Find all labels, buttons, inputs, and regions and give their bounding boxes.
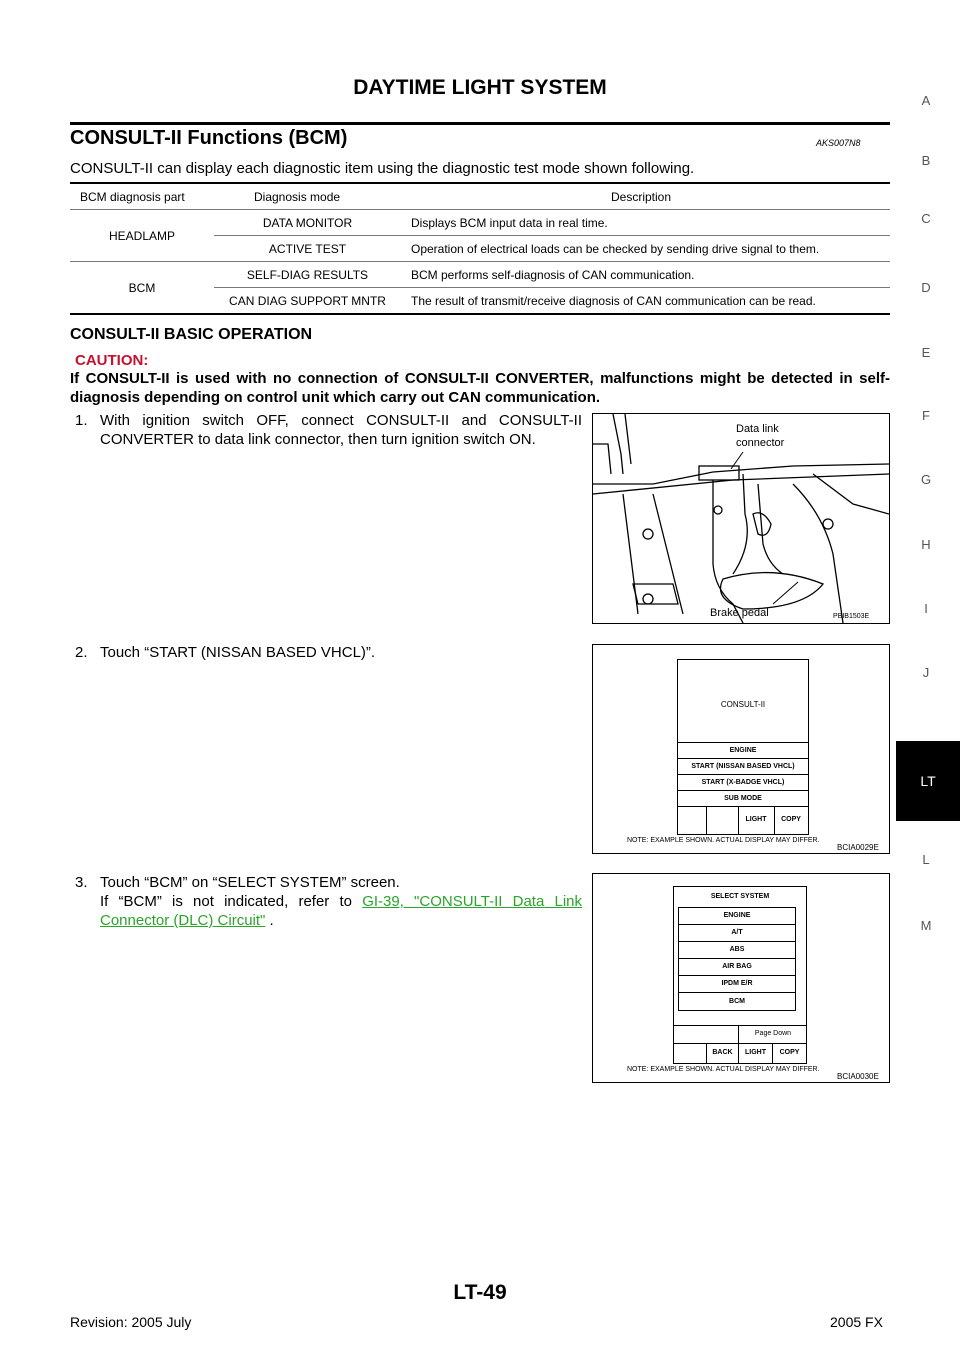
side-index-j[interactable]: J (922, 665, 930, 680)
step-1 (75, 411, 582, 449)
menu-item-start-nissan[interactable]: START (NISSAN BASED VHCL) (678, 758, 808, 775)
table-row (70, 210, 890, 236)
side-index-i[interactable]: I (924, 601, 928, 616)
side-index-c[interactable]: C (921, 211, 931, 226)
table-cell-mode: DATA MONITOR (214, 210, 401, 236)
step-number: 1. (75, 412, 88, 429)
select-system-screen (673, 886, 807, 1064)
system-item-engine[interactable]: ENGINE (679, 908, 795, 925)
table-cell-desc: The result of transmit/receive diagnosis of CAN communication can be read. (401, 288, 890, 315)
page-down-button[interactable]: Page Down (754, 1030, 792, 1037)
side-index-a[interactable]: A (921, 93, 931, 108)
system-item-abs[interactable]: ABS (679, 942, 795, 959)
diagnosis-table (70, 182, 890, 315)
page-header-title: DAYTIME LIGHT SYSTEM (353, 76, 607, 99)
dlc-circuit-link[interactable]: GI-39, "CONSULT-II Data Link Connector (DLC) Circuit" (100, 893, 583, 929)
fig2-code: BCIA0029E (837, 843, 879, 852)
caution-label: CAUTION: (75, 352, 149, 369)
table-cell-mode: ACTIVE TEST (214, 236, 401, 262)
step-number: 2. (75, 644, 88, 661)
system-list (678, 907, 796, 1011)
fig1-code: PBIB1503E (833, 613, 870, 620)
table-row (70, 262, 890, 288)
figure-consult-start-screen (592, 644, 890, 854)
table-cell-mode: SELF-DIAG RESULTS (214, 262, 401, 288)
page-number: LT-49 (453, 1281, 507, 1304)
copy-button[interactable]: COPY (779, 1049, 800, 1056)
system-item-bcm[interactable]: BCM (729, 998, 745, 1005)
table-cell-desc: Operation of electrical loads can be checked by sending drive signal to them. (401, 236, 890, 262)
fig1-label-connector-2: connector (736, 437, 785, 449)
table-cell-mode: CAN DIAG SUPPORT MNTR (214, 288, 401, 315)
basic-operation-title: CONSULT-II BASIC OPERATION (70, 326, 313, 343)
side-index-g[interactable]: G (920, 472, 932, 487)
side-index-lt-active[interactable]: LT (896, 741, 960, 821)
menu-item-start-xbadge[interactable]: START (X-BADGE VHCL) (678, 774, 808, 791)
menu-item-engine[interactable]: ENGINE (678, 742, 808, 759)
back-button[interactable]: BACK (712, 1049, 733, 1056)
step-text (100, 873, 582, 930)
fig2-note: NOTE: EXAMPLE SHOWN. ACTUAL DISPLAY MAY DIFFER. (627, 837, 820, 844)
table-cell-desc: Displays BCM input data in real time. (401, 210, 890, 236)
side-index-l[interactable]: L (922, 852, 930, 867)
section-title: CONSULT-II Functions (BCM) (70, 127, 348, 149)
fig1-label-connector-1: Data link (736, 423, 779, 435)
pedal-area-drawing (593, 414, 889, 623)
light-button[interactable]: LIGHT (745, 816, 767, 823)
table-header: BCM diagnosis part (70, 183, 214, 210)
figure-data-link-connector (592, 413, 890, 624)
fig1-label-pedal: Brake pedal (710, 607, 769, 619)
step-number: 3. (75, 874, 88, 891)
screen-title: CONSULT-II (720, 700, 766, 709)
pedal-leader-line (773, 582, 798, 604)
fig3-note: NOTE: EXAMPLE SHOWN. ACTUAL DISPLAY MAY DIFFER. (627, 1066, 820, 1073)
page-down-row (674, 1025, 806, 1044)
light-button[interactable]: LIGHT (745, 1049, 766, 1056)
button-bar (674, 1043, 806, 1063)
side-index-f[interactable]: F (922, 408, 930, 423)
step-text: Touch “START (NISSAN BASED VHCL)”. (100, 644, 376, 661)
table-header: Diagnosis mode (214, 183, 401, 210)
step-text-line1: Touch “BCM” on “SELECT SYSTEM” screen. (100, 874, 400, 891)
step-text: With ignition switch OFF, connect CONSULT-II and CONSULT-II CONVERTER to data link connector, then turn ignition switch ON. (100, 412, 582, 448)
intro-text: CONSULT-II can display each diagnostic item using the diagnostic test mode shown following. (70, 160, 695, 177)
copy-button[interactable]: COPY (781, 816, 801, 823)
side-index-b[interactable]: B (921, 153, 931, 168)
menu-item-sub-mode[interactable]: SUB MODE (678, 790, 808, 807)
caution-text: If CONSULT-II is used with no connection of CONSULT-II CONVERTER, malfunctions might be detected in self-diagnosis depending on control unit which carry out CAN communication. (70, 370, 890, 406)
section-code: AKS007N8 (816, 138, 861, 148)
side-index-d[interactable]: D (921, 280, 931, 295)
system-item-ipdm[interactable]: IPDM E/R (679, 976, 795, 993)
footer-model: 2005 FX (830, 1314, 883, 1330)
side-index-m[interactable]: M (920, 918, 932, 933)
table-header: Description (401, 183, 890, 210)
fig3-code: BCIA0030E (837, 1072, 879, 1081)
consult-screen (677, 659, 809, 835)
table-cell-part: BCM (70, 262, 214, 315)
table-cell-desc: BCM performs self-diagnosis of CAN communication. (401, 262, 890, 288)
table-header-row (70, 183, 890, 210)
header-rule (70, 122, 890, 125)
table-cell-part: HEADLAMP (70, 210, 214, 262)
system-item-at[interactable]: A/T (679, 925, 795, 942)
footer-revision: Revision: 2005 July (70, 1314, 192, 1330)
side-index-e[interactable]: E (921, 345, 931, 360)
side-index-h[interactable]: H (921, 537, 931, 552)
step-2 (75, 643, 582, 662)
system-item-air-bag[interactable]: AIR BAG (679, 959, 795, 976)
button-bar (678, 806, 808, 834)
step-text-line2-pre: If “BCM” is not indicated, refer to (100, 893, 363, 910)
figure-select-system-screen (592, 873, 890, 1083)
step-text-line2-post: . (265, 912, 274, 929)
screen-title: SELECT SYSTEM (710, 893, 770, 900)
step-3 (75, 873, 582, 930)
